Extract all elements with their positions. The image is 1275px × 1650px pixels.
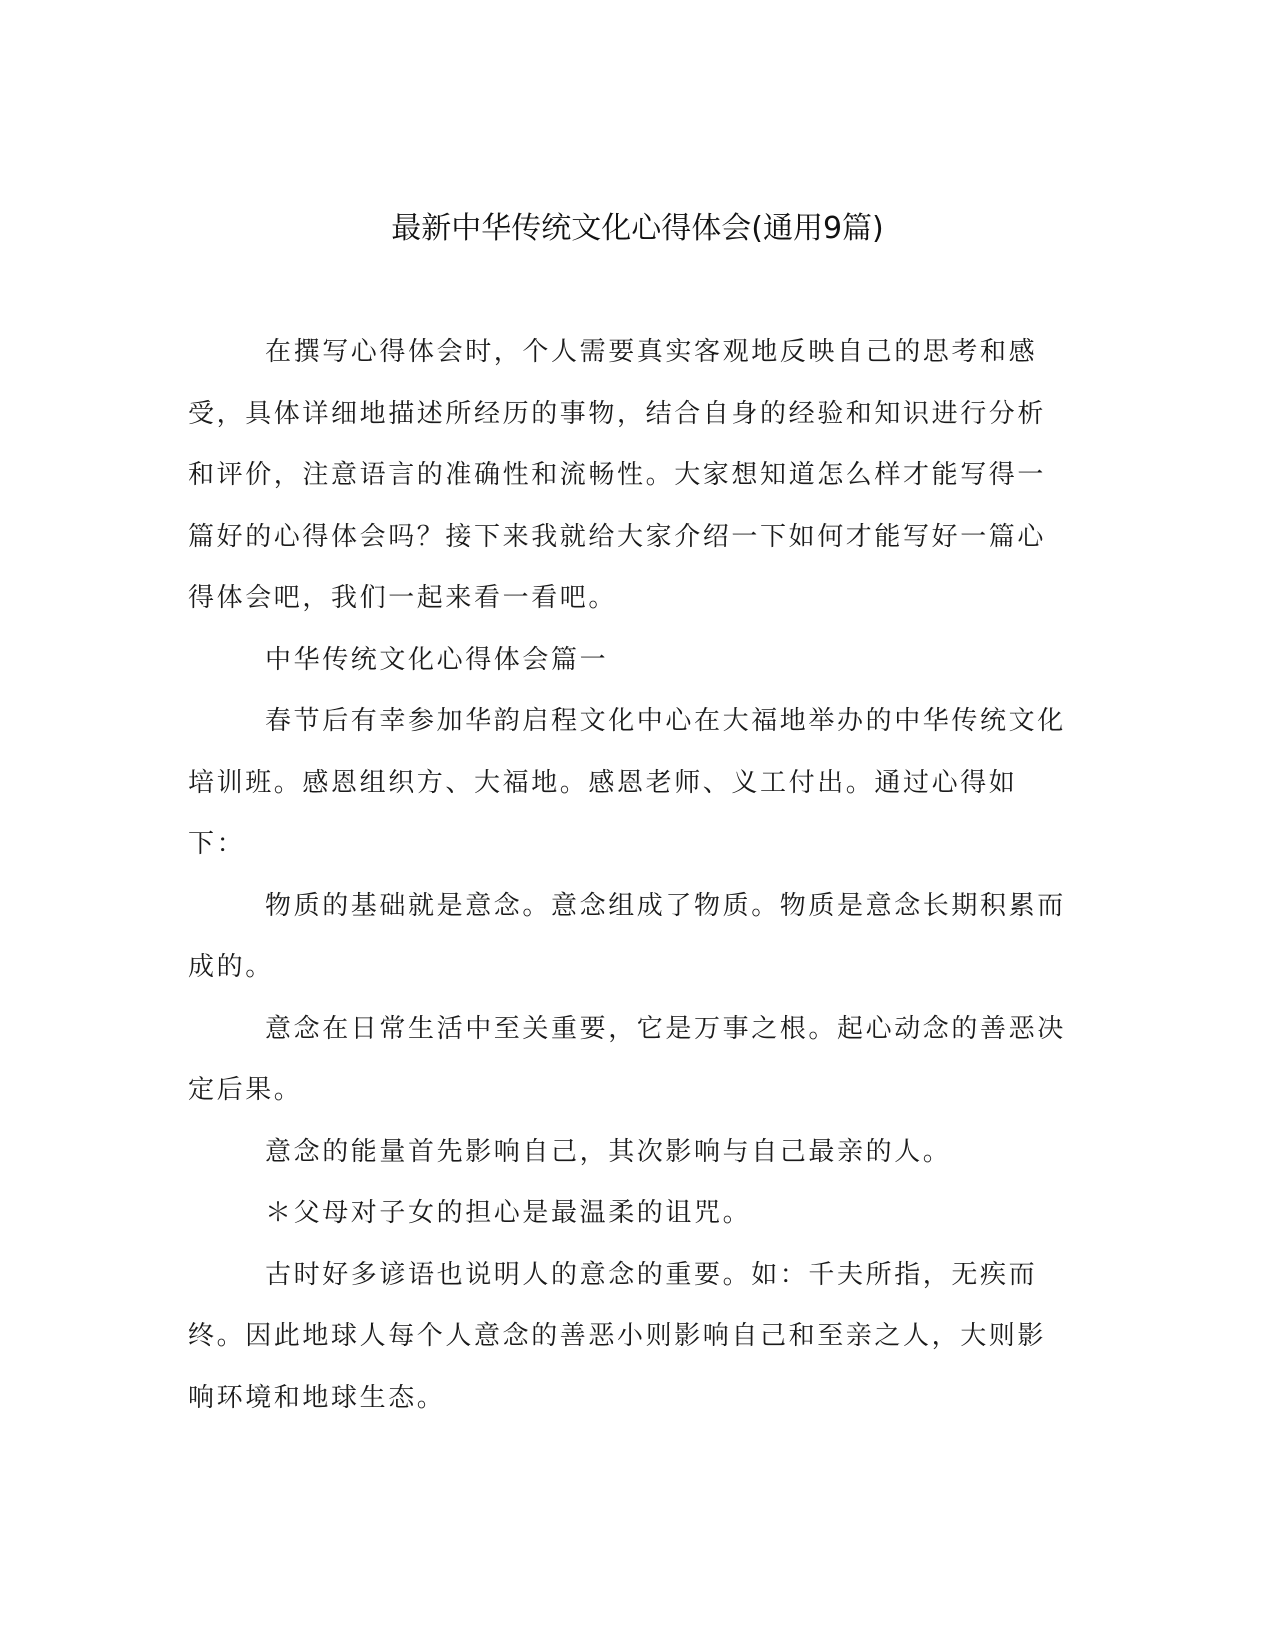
body-paragraph: 春节后有幸参加华韵启程文化中心在大福地举办的中华传统文化培训班。感恩组织方、大福地。感恩老师、义工付出。通过心得如下： — [188, 706, 1066, 859]
body-paragraph: 物质的基础就是意念。意念组成了物质。物质是意念长期积累而成的。 — [188, 890, 1066, 982]
intro-paragraph: 在撰写心得体会时，个人需要真实客观地反映自己的思考和感受，具体详细地描述所经历的事物，结合自身的经验和知识进行分析和评价，注意语言的准确性和流畅性。大家想知道怎么样才能写得一篇好的心得体会吗？接下来我就给大家介绍一下如何才能写好一篇心得体会吧，我们一起来看一看吧。 — [188, 337, 1047, 613]
page-title: 最新中华传统文化心得体会(通用9篇) — [391, 211, 884, 246]
body-paragraph: ＊父母对子女的担心是最温柔的诅咒。 — [265, 1198, 752, 1228]
body-paragraph: 意念的能量首先影响自己，其次影响与自己最亲的人。 — [265, 1136, 952, 1167]
body-paragraph: 意念在日常生活中至关重要，它是万事之根。起心动念的善恶决定后果。 — [188, 1013, 1066, 1105]
section-heading: 中华传统文化心得体会篇一 — [265, 644, 609, 675]
document-body — [188, 322, 1068, 1429]
body-paragraph: 古时好多谚语也说明人的意念的重要。如：千夫所指，无疾而终。因此地球人每个人意念的善恶小则影响自己和至亲之人，大则影响环境和地球生态。 — [188, 1259, 1047, 1413]
